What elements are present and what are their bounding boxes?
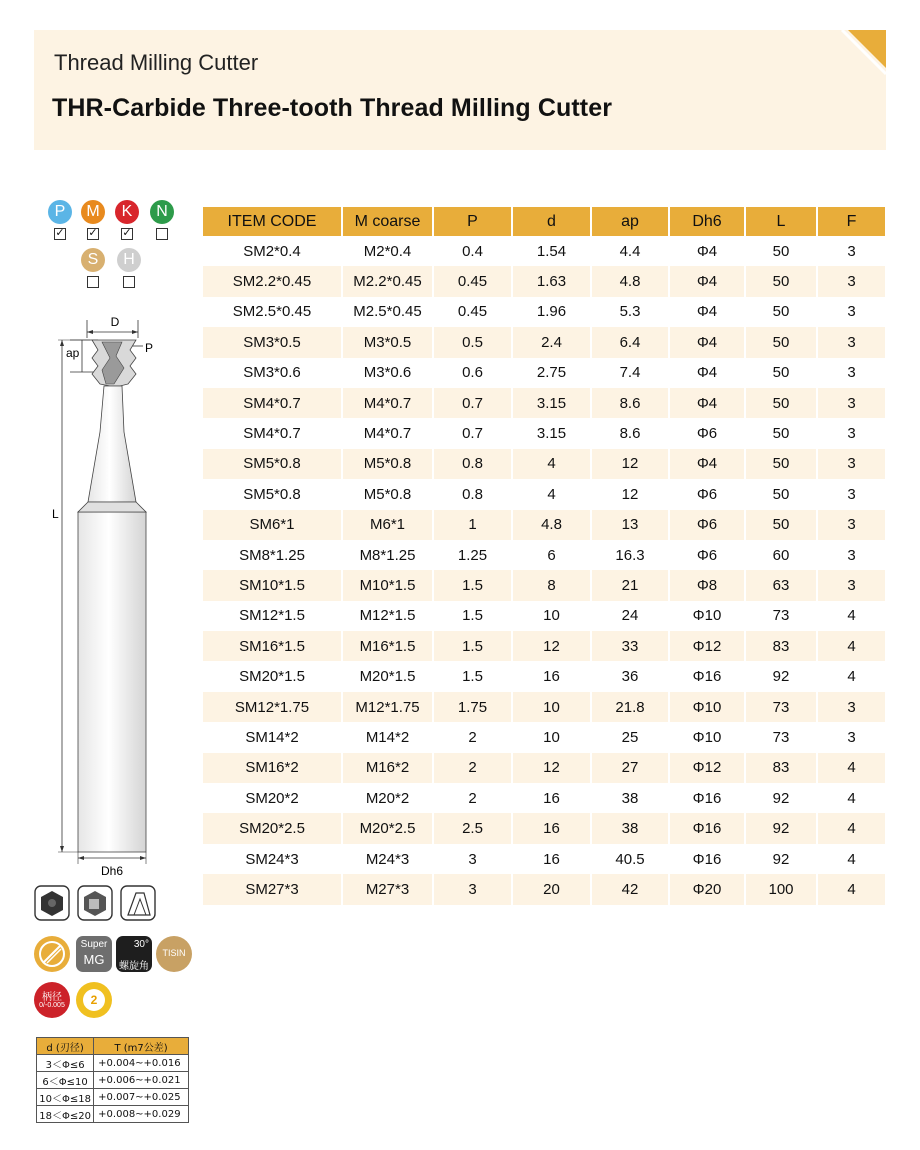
spec-cell: 50 [745,418,817,448]
spec-cell: 4 [817,661,885,691]
spec-cell: 0.7 [433,418,512,448]
spec-cell: 16.3 [591,540,669,570]
spec-row [203,661,885,691]
carbide-feature-icon [34,936,70,972]
spec-cell: 4 [817,874,885,904]
spec-cell: 3 [817,540,885,570]
spec-cell: 92 [745,661,817,691]
spec-cell: 0.6 [433,358,512,388]
spec-row [203,844,885,874]
spec-cell: 4 [817,601,885,631]
tolerance-row [37,1072,189,1089]
spec-cell: 83 [745,631,817,661]
spec-cell: 0.8 [433,479,512,509]
spec-cell: 3 [817,388,885,418]
spec-cell: 3 [433,844,512,874]
corner-decoration-icon [832,30,886,84]
spec-cell: 92 [745,844,817,874]
spec-cell: 2 [433,753,512,783]
spec-cell: 4.8 [512,510,591,540]
spec-cell: SM16*2 [203,753,342,783]
spec-cell: M20*1.5 [342,661,433,691]
spec-cell: 5.3 [591,297,669,327]
spec-cell: Φ6 [669,418,745,448]
spec-row [203,266,885,296]
shank-tolerance-label: 柄径 [42,992,62,1003]
spec-cell: Φ4 [669,266,745,296]
helix-angle-label: 螺旋角 [119,961,149,972]
spec-cell: 42 [591,874,669,904]
material-p-checkbox: ✓ [55,227,65,239]
spec-cell: 1 [433,510,512,540]
spec-cell: M8*1.25 [342,540,433,570]
spec-cell: Φ4 [669,297,745,327]
spec-row [203,753,885,783]
spec-cell: 21.8 [591,692,669,722]
spec-cell: 38 [591,783,669,813]
profile-view-icon [121,886,155,920]
spec-row [203,631,885,661]
spec-cell: SM24*3 [203,844,342,874]
material-m-checkbox: ✓ [88,227,98,239]
spec-cell: Φ16 [669,844,745,874]
spec-cell: SM2.2*0.45 [203,266,342,296]
spec-cell: 21 [591,570,669,600]
spec-cell: 2 [433,783,512,813]
spec-cell: 63 [745,570,817,600]
spec-cell: M2.5*0.45 [342,297,433,327]
spec-cell: 36 [591,661,669,691]
spec-cell: 1.54 [512,236,591,266]
spec-cell: M3*0.5 [342,327,433,357]
spec-row [203,722,885,752]
spec-cell: Φ6 [669,479,745,509]
super-mg-badge [76,936,112,972]
spec-cell: M3*0.6 [342,358,433,388]
spec-cell: M2*0.4 [342,236,433,266]
spec-cell: 16 [512,661,591,691]
tolerance-row [37,1055,189,1072]
dimension-dh6-label: Dh6 [100,864,124,878]
spec-cell: M6*1 [342,510,433,540]
material-k-icon: K [115,200,139,224]
spec-row [203,783,885,813]
spec-cell: 3.15 [512,388,591,418]
page-header [34,30,886,150]
spec-row [203,297,885,327]
page-subtitle: Thread Milling Cutter [54,50,259,75]
spec-cell: M27*3 [342,874,433,904]
spec-row [203,510,885,540]
spec-cell: Φ6 [669,510,745,540]
spec-cell: Φ16 [669,661,745,691]
spec-cell: 4 [817,783,885,813]
spec-cell: 83 [745,753,817,783]
spec-cell: SM20*1.5 [203,661,342,691]
spec-cell: 60 [745,540,817,570]
spec-cell: 3 [817,449,885,479]
spec-row [203,236,885,266]
spec-cell: Φ16 [669,783,745,813]
spec-cell: 92 [745,783,817,813]
specification-table [203,207,885,905]
spec-cell: 3 [817,510,885,540]
spec-cell: Φ4 [669,236,745,266]
spec-cell: Φ12 [669,631,745,661]
tolerance-header-cell: T (m7公差) [94,1038,189,1055]
spec-cell: Φ10 [669,692,745,722]
spec-cell: 50 [745,449,817,479]
spec-header-cell: Dh6 [669,207,745,236]
spec-cell: M14*2 [342,722,433,752]
spec-cell: SM10*1.5 [203,570,342,600]
spec-cell: M5*0.8 [342,449,433,479]
spec-cell: 33 [591,631,669,661]
spec-cell: M12*1.5 [342,601,433,631]
spec-cell: 4 [817,844,885,874]
spec-cell: 1.25 [433,540,512,570]
tolerance-cell: 6＜Φ≤10 [37,1072,94,1089]
tolerance-cell: +0.007~+0.025 [94,1089,189,1106]
spec-cell: 92 [745,813,817,843]
spec-row [203,358,885,388]
spec-row [203,692,885,722]
spec-cell: 0.45 [433,297,512,327]
spec-cell: SM6*1 [203,510,342,540]
material-s-icon: S [81,248,105,272]
spec-header-cell: F [817,207,885,236]
tolerance-cell: +0.008~+0.029 [94,1106,189,1123]
spec-cell: 100 [745,874,817,904]
spec-cell: 3 [817,722,885,752]
spec-cell: 6.4 [591,327,669,357]
spec-cell: 40.5 [591,844,669,874]
spec-cell: SM4*0.7 [203,388,342,418]
spec-cell: Φ10 [669,722,745,752]
spec-row [203,874,885,904]
flute-count-badge [76,982,112,1018]
spec-cell: Φ16 [669,813,745,843]
spec-cell: 1.5 [433,631,512,661]
coating-badge [156,936,192,972]
spec-cell: 50 [745,479,817,509]
spec-header-cell: d [512,207,591,236]
spec-cell: M16*1.5 [342,631,433,661]
spec-cell: 12 [512,631,591,661]
spec-cell: 8.6 [591,388,669,418]
tolerance-row [37,1106,189,1123]
spec-cell: M4*0.7 [342,418,433,448]
flute-count-value: 2 [90,993,98,1007]
spec-cell: 1.5 [433,601,512,631]
spec-cell: 3 [817,418,885,448]
spec-cell: Φ4 [669,449,745,479]
spec-cell: 73 [745,601,817,631]
material-n-checkbox [156,228,168,240]
tool-diagram [40,312,170,882]
material-m-icon: M [81,200,105,224]
spec-cell: M20*2.5 [342,813,433,843]
spec-cell: M12*1.75 [342,692,433,722]
spec-cell: 4 [817,813,885,843]
spec-cell: 3 [817,236,885,266]
spec-row [203,327,885,357]
spec-cell: 16 [512,844,591,874]
spec-cell: 3 [817,358,885,388]
spec-cell: 3 [817,327,885,357]
spec-cell: Φ4 [669,388,745,418]
super-mg-top-text: Super [80,939,108,950]
spec-cell: SM12*1.75 [203,692,342,722]
spec-cell: M24*3 [342,844,433,874]
helix-angle-badge [116,936,152,972]
spec-cell: 0.45 [433,266,512,296]
tolerance-cell: 10＜Φ≤18 [37,1089,94,1106]
spec-cell: 2.5 [433,813,512,843]
spec-cell: M20*2 [342,783,433,813]
spec-cell: 50 [745,266,817,296]
spec-row [203,813,885,843]
spec-cell: 16 [512,783,591,813]
spec-cell: 13 [591,510,669,540]
spec-header-cell: ap [591,207,669,236]
tolerance-row [37,1089,189,1106]
shank-tolerance-value: 0/-0.005 [39,1002,65,1009]
spec-header-cell: P [433,207,512,236]
material-h-checkbox [123,276,135,288]
spec-row [203,388,885,418]
spec-cell: 0.7 [433,388,512,418]
spec-cell: 50 [745,297,817,327]
spec-header-cell: ITEM CODE [203,207,342,236]
spec-cell: 12 [591,449,669,479]
spec-cell: SM16*1.5 [203,631,342,661]
spec-cell: SM8*1.25 [203,540,342,570]
spec-cell: 3 [817,692,885,722]
end-view-icon [35,886,69,920]
spec-cell: 1.75 [433,692,512,722]
shank-tolerance-badge [34,982,70,1018]
spec-cell: 73 [745,722,817,752]
spec-cell: 8.6 [591,418,669,448]
spec-header-cell: L [745,207,817,236]
dimension-ap-label: ap [66,346,80,360]
spec-cell: SM27*3 [203,874,342,904]
dimension-p-label: P [145,341,154,355]
tolerance-cell: 18＜Φ≤20 [37,1106,94,1123]
spec-cell: SM4*0.7 [203,418,342,448]
spec-cell: 12 [512,753,591,783]
spec-cell: M5*0.8 [342,479,433,509]
material-p-icon: P [48,200,72,224]
spec-cell: 10 [512,692,591,722]
spec-row [203,479,885,509]
spec-cell: SM20*2 [203,783,342,813]
material-n-icon: N [150,200,174,224]
spec-cell: 27 [591,753,669,783]
spec-cell: SM3*0.6 [203,358,342,388]
spec-cell: 4.8 [591,266,669,296]
spec-cell: 4.4 [591,236,669,266]
tolerance-cell: 3＜Φ≤6 [37,1055,94,1072]
spec-cell: 50 [745,327,817,357]
spec-cell: SM20*2.5 [203,813,342,843]
dimension-l-label: L [52,507,59,521]
spec-cell: 25 [591,722,669,752]
spec-row [203,601,885,631]
spec-cell: 4 [512,449,591,479]
spec-cell: 2 [433,722,512,752]
spec-row [203,418,885,448]
spec-cell: 2.75 [512,358,591,388]
spec-cell: 12 [591,479,669,509]
tolerance-cell: +0.006~+0.021 [94,1072,189,1089]
spec-cell: M2.2*0.45 [342,266,433,296]
spec-cell: 24 [591,601,669,631]
spec-cell: 0.4 [433,236,512,266]
spec-cell: 2.4 [512,327,591,357]
spec-cell: M16*2 [342,753,433,783]
spec-cell: 6 [512,540,591,570]
spec-cell: 3 [817,266,885,296]
spec-cell: 10 [512,722,591,752]
spec-cell: 1.5 [433,570,512,600]
spec-cell: 3 [433,874,512,904]
spec-cell: Φ8 [669,570,745,600]
spec-header-cell: M coarse [342,207,433,236]
spec-cell: 16 [512,813,591,843]
spec-cell: SM3*0.5 [203,327,342,357]
spec-cell: 38 [591,813,669,843]
spec-cell: Φ4 [669,358,745,388]
helix-angle-value: 30° [133,939,149,950]
spec-cell: 3 [817,479,885,509]
coating-label: TISIN [162,948,186,958]
spec-cell: 0.5 [433,327,512,357]
spec-cell: Φ10 [669,601,745,631]
spec-row [203,449,885,479]
super-mg-bottom-text: MG [83,952,105,967]
page-title: THR-Carbide Three-tooth Thread Milling Cutter [52,94,613,122]
spec-cell: Φ20 [669,874,745,904]
spec-cell: 4 [817,753,885,783]
spec-cell: 73 [745,692,817,722]
spec-cell: SM5*0.8 [203,479,342,509]
spec-cell: 50 [745,388,817,418]
spec-cell: 3 [817,297,885,327]
spec-cell: 3 [817,570,885,600]
spec-cell: 4 [817,631,885,661]
spec-cell: 50 [745,236,817,266]
material-k-checkbox: ✓ [122,227,132,239]
spec-cell: 4 [512,479,591,509]
spec-cell: 8 [512,570,591,600]
spec-cell: 50 [745,358,817,388]
spec-cell: SM14*2 [203,722,342,752]
spec-cell: 10 [512,601,591,631]
spec-cell: M4*0.7 [342,388,433,418]
spec-cell: SM5*0.8 [203,449,342,479]
material-s-checkbox [87,276,99,288]
material-h-icon: H [117,248,141,272]
spec-cell: 50 [745,510,817,540]
spec-cell: 3.15 [512,418,591,448]
spec-cell: SM2.5*0.45 [203,297,342,327]
spec-cell: M10*1.5 [342,570,433,600]
spec-row [203,540,885,570]
spec-cell: Φ6 [669,540,745,570]
tolerance-header-cell: d (刃径) [37,1038,94,1055]
dimension-d-label: D [110,315,120,329]
spec-cell: Φ12 [669,753,745,783]
spec-cell: 20 [512,874,591,904]
spec-cell: 0.8 [433,449,512,479]
spec-cell: 1.5 [433,661,512,691]
spec-cell: SM12*1.5 [203,601,342,631]
spec-cell: SM2*0.4 [203,236,342,266]
tolerance-cell: +0.004~+0.016 [94,1055,189,1072]
spec-cell: 1.63 [512,266,591,296]
spec-cell: 7.4 [591,358,669,388]
tolerance-table [36,1037,189,1123]
spec-row [203,570,885,600]
side-view-icon [78,886,112,920]
spec-cell: Φ4 [669,327,745,357]
spec-cell: 1.96 [512,297,591,327]
tool-view-icons [34,885,158,921]
